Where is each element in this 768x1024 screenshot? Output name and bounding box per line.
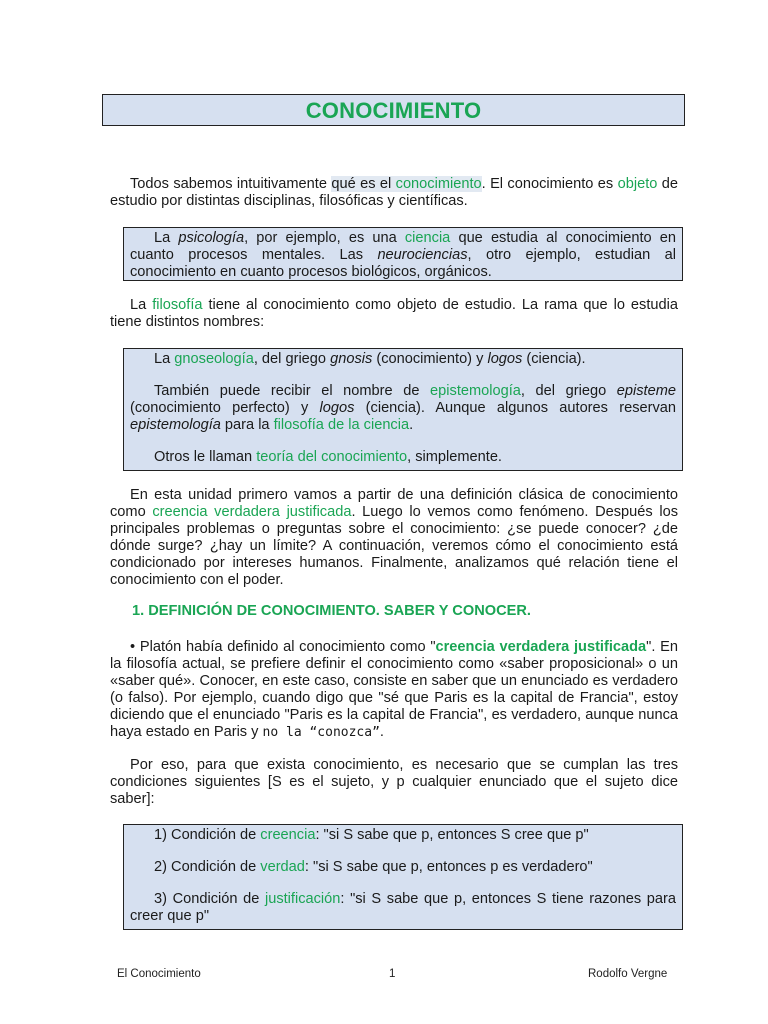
title-box: [102, 94, 685, 126]
link-epistemologia[interactable]: epistemología: [430, 383, 521, 399]
gnoseologia-text: La gnoseología, del griego gnosis (conocimiento) y logos (ciencia).: [154, 351, 586, 367]
epistemologia-text: También puede recibir el nombre de epistemología, del griego episteme (conocimiento perfecto) y logos (ciencia). Aunque algunos autores reservan epistemología para la filosofía de la ciencia.: [130, 383, 676, 433]
bullet-icon: •: [130, 639, 136, 655]
link-conocimiento[interactable]: conocimiento: [395, 176, 482, 192]
link-teoria-conocimiento[interactable]: teoría del conocimiento: [256, 449, 408, 465]
condition-2: 2) Condición de verdad: "si S sabe que p, entonces p es verdadero": [154, 859, 593, 875]
section-heading: 1. DEFINICIÓN DE CONOCIMIENTO. SABER Y CONOCER.: [132, 603, 531, 619]
psychology-box: [123, 227, 683, 281]
condition-1: 1) Condición de creencia: "si S sabe que p, entonces S cree que p": [154, 827, 589, 843]
psychology-text: La psicología, por ejemplo, es una ciencia que estudia al conocimiento en cuanto procesos mentales. Las neurociencias, otro ejemplo, estudian al conocimiento en cuanto procesos biológicos, orgánicos.: [130, 230, 676, 280]
intro-paragraph: Todos sabemos intuitivamente qué es el conocimiento. El conocimiento es objeto de estudio por distintas disciplinas, filosóficas y científicas.: [110, 176, 678, 209]
link-filosofia-ciencia[interactable]: filosofía de la ciencia: [273, 417, 410, 433]
footer-right: Rodolfo Vergne: [588, 968, 668, 980]
philosophy-paragraph: La filosofía tiene al conocimiento como objeto de estudio. La rama que lo estudia tiene distintos nombres:: [110, 297, 678, 330]
link-gnoseologia[interactable]: gnoseología: [174, 351, 254, 367]
footer-page-number: 1: [389, 968, 396, 980]
condition-3: 3) Condición de justificación: "si S sabe que p, entonces S tiene razones para creer que p": [130, 891, 676, 924]
unit-paragraph: En esta unidad primero vamos a partir de una definición clásica de conocimiento como creencia verdadera justificada. Luego lo vemos como fenómeno. Después los principales problemas o preguntas sobre el conocimiento: ¿se puede conocer? ¿de dónde surge? ¿hay un límite? A continuación, veremos cómo el conocimiento está condicionado por intereses humanos. Finalmente, analizamos qué relación tiene el conocimiento con el poder.: [110, 487, 678, 588]
plato-paragraph: • Platón había definido al conocimiento como "creencia verdadera justificada". En la filosofía actual, se prefiere definir el conocimiento como «saber proposicional» o un «saber qué». Conocer, en este caso, consiste en saber que un enunciado es verdadero (o falso). Por ejemplo, cuando digo que "sé que Paris es la capital de Francia", estoy diciendo que el enunciado "Paris es la capital de Francia", es verdadero, aunque nunca haya estado en Paris y no la “conozca”.: [110, 639, 678, 740]
link-creencia-verdadera[interactable]: creencia verdadera justificada: [152, 504, 352, 520]
footer-left: El Conocimiento: [117, 968, 201, 980]
conditions-box: [123, 824, 683, 930]
link-objeto[interactable]: objeto: [617, 176, 658, 192]
conditions-intro: Por eso, para que exista conocimiento, es necesario que se cumplan las tres condiciones siguientes [S es el sujeto, y p cualquier enunciado que el sujeto dice saber]:: [110, 757, 678, 807]
link-ciencia[interactable]: ciencia: [404, 230, 451, 246]
teoria-text: Otros le llaman teoría del conocimiento, simplemente.: [154, 449, 502, 465]
link-filosofia[interactable]: filosofía: [152, 297, 203, 313]
branches-box: [123, 348, 683, 471]
page-title: CONOCIMIENTO: [305, 97, 482, 123]
